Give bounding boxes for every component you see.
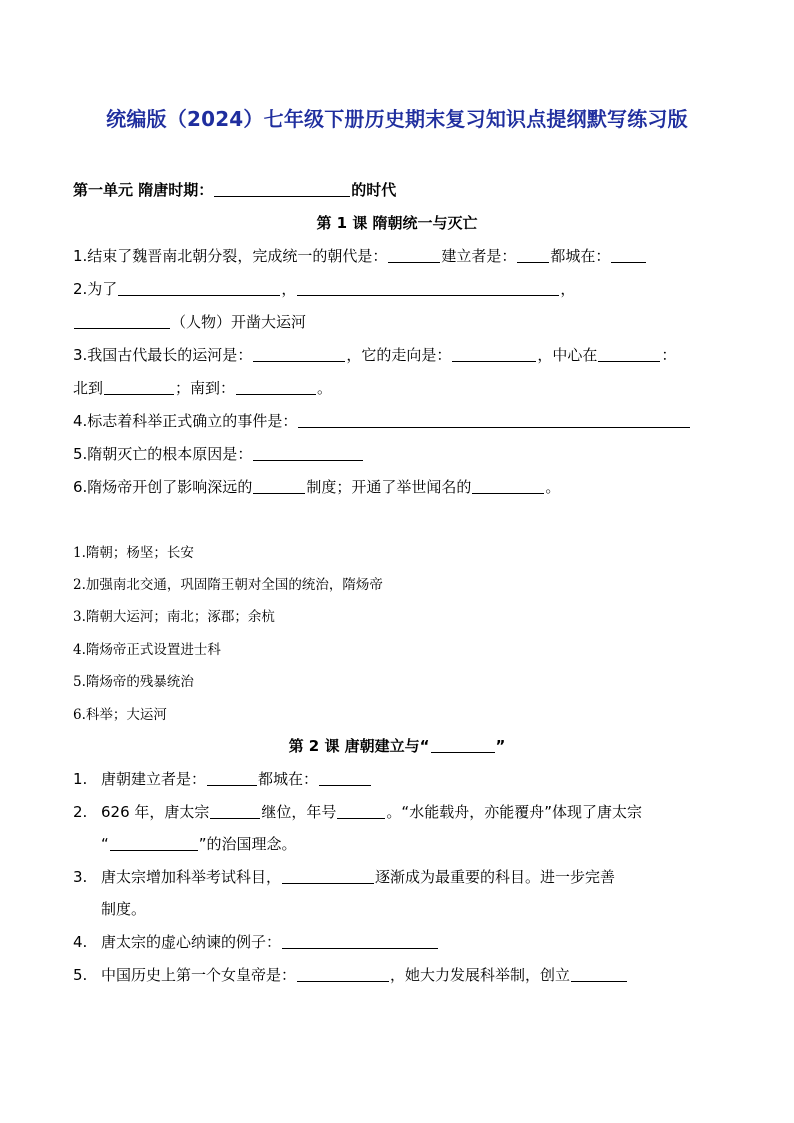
question-text: 中国历史上第一个女皇帝是：	[101, 966, 297, 984]
fill-blank[interactable]	[611, 247, 646, 263]
fill-blank[interactable]	[214, 181, 350, 197]
answer-line: 5.隋炀帝的残暴统治	[73, 674, 194, 690]
question-text: 5.隋朝灭亡的根本原因是：	[73, 445, 253, 463]
unit-heading-prefix: 第一单元 隋唐时期：	[73, 181, 214, 199]
question-number: 4.	[73, 933, 88, 951]
question-text: 3.我国古代最长的运河是：	[73, 346, 253, 364]
lesson-1-question-3-cont	[73, 377, 332, 398]
question-text: 。	[317, 379, 333, 397]
answer-line: 3.隋朝大运河；南北；涿郡；余杭	[73, 609, 275, 625]
fill-blank[interactable]	[297, 280, 559, 296]
lesson-1-heading: 第 1 课 隋朝统一与灭亡	[316, 214, 478, 232]
question-text: 北到	[73, 379, 104, 397]
fill-blank[interactable]	[253, 346, 345, 362]
fill-blank[interactable]	[236, 379, 316, 395]
fill-blank[interactable]	[472, 478, 544, 494]
heading-text: ”	[495, 737, 506, 755]
question-text: 唐太宗增加科举考试科目，	[101, 868, 282, 886]
fill-blank[interactable]	[110, 835, 198, 851]
fill-blank[interactable]	[517, 247, 549, 263]
answer-line: 2.加强南北交通，巩固隋王朝对全国的统治，隋炀帝	[73, 577, 383, 593]
question-text: ”的治国理念。	[198, 835, 297, 853]
fill-blank[interactable]	[253, 478, 305, 494]
question-text: 。	[545, 478, 561, 496]
lesson-2-heading	[0, 735, 794, 756]
question-text: 唐太宗的虚心纳谏的例子：	[101, 933, 282, 951]
question-text: 626 年，唐太宗	[101, 803, 210, 821]
question-text: （人物）开凿大运河	[171, 313, 307, 331]
heading-text: 第 2 课 唐朝建立与“	[288, 737, 430, 755]
fill-blank[interactable]	[452, 346, 536, 362]
question-text: ，	[281, 280, 297, 298]
question-number: 5.	[73, 966, 88, 984]
unit-heading-suffix: 的时代	[351, 181, 397, 199]
question-text: 逐渐成为最重要的科目。进一步完善	[375, 868, 616, 886]
question-text: ；南到：	[175, 379, 236, 397]
question-text: 制度。	[101, 900, 147, 918]
fill-blank[interactable]	[297, 966, 389, 982]
question-text: 2.为了	[73, 280, 118, 298]
fill-blank[interactable]	[282, 933, 438, 949]
lesson-1-question-4	[73, 410, 691, 431]
lesson-2-question-3-cont	[101, 898, 146, 919]
question-text: ：	[661, 346, 677, 364]
question-text: ，它的走向是：	[346, 346, 452, 364]
lesson-1-question-5	[73, 443, 364, 464]
question-text: 。“水能载舟，亦能覆舟”体现了唐太宗	[386, 803, 642, 821]
answer-line: 6.科举；大运河	[73, 707, 167, 723]
question-text: 建立者是：	[441, 247, 517, 265]
answer-line: 4.隋炀帝正式设置进士科	[73, 642, 221, 658]
fill-blank[interactable]	[571, 966, 627, 982]
document-title: 统编版（2024）七年级下册历史期末复习知识点提纲默写练习版	[106, 107, 688, 131]
fill-blank[interactable]	[74, 313, 170, 329]
fill-blank[interactable]	[319, 770, 371, 786]
fill-blank[interactable]	[282, 868, 374, 884]
answer-line: 1.隋朝；杨坚；长安	[73, 545, 194, 561]
fill-blank[interactable]	[337, 803, 385, 819]
question-text: ，她大力发展科举制，创立	[390, 966, 571, 984]
fill-blank[interactable]	[598, 346, 660, 362]
fill-blank[interactable]	[104, 379, 174, 395]
question-text: 继位，年号	[261, 803, 337, 821]
question-text: 6.隋炀帝开创了影响深远的	[73, 478, 253, 496]
question-text: 唐朝建立者是：	[101, 770, 207, 788]
question-text: 制度；开通了举世闻名的	[306, 478, 472, 496]
question-text: ，中心在	[537, 346, 598, 364]
fill-blank[interactable]	[118, 280, 280, 296]
fill-blank[interactable]	[388, 247, 440, 263]
question-text: 都城在：	[258, 770, 319, 788]
lesson-1-question-3	[73, 344, 676, 365]
lesson-2-question-3	[73, 866, 615, 887]
fill-blank[interactable]	[431, 737, 495, 753]
lesson-1-question-6	[73, 476, 560, 497]
question-number: 1.	[73, 770, 88, 788]
fill-blank[interactable]	[298, 412, 690, 428]
lesson-2-question-2-cont	[101, 833, 297, 854]
question-text: 1.结束了魏晋南北朝分裂，完成统一的朝代是：	[73, 247, 388, 265]
lesson-2-question-5	[73, 964, 628, 985]
fill-blank[interactable]	[207, 770, 257, 786]
question-text: 4.标志着科举正式确立的事件是：	[73, 412, 298, 430]
lesson-2-question-2	[73, 801, 642, 822]
question-number: 3.	[73, 868, 88, 886]
question-text: ，	[560, 280, 576, 298]
lesson-2-question-4	[73, 931, 439, 952]
lesson-1-question-1	[73, 245, 647, 266]
unit-heading	[73, 179, 396, 200]
fill-blank[interactable]	[253, 445, 363, 461]
lesson-2-question-1	[73, 768, 372, 789]
fill-blank[interactable]	[210, 803, 260, 819]
lesson-1-question-2	[73, 278, 575, 299]
question-number: 2.	[73, 803, 88, 821]
question-text: “	[101, 835, 109, 853]
lesson-1-question-2-cont	[73, 311, 306, 332]
question-text: 都城在：	[550, 247, 611, 265]
